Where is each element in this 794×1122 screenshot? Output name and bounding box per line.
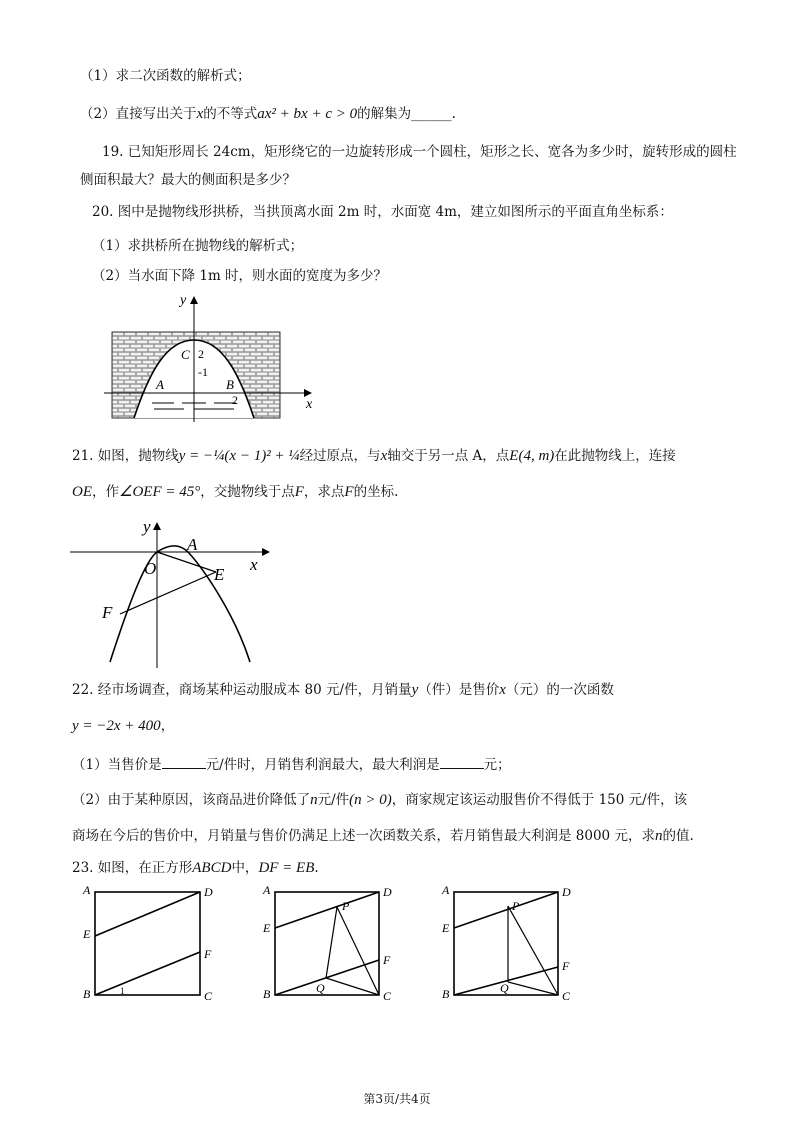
- q23-f3-label-P: P: [512, 899, 520, 913]
- q22-var-y: y: [411, 682, 419, 698]
- q18-sub1: （1）求二次函数的解析式；: [80, 68, 251, 84]
- q22-function-line: [72, 716, 174, 736]
- q20-label-A: A: [156, 377, 164, 392]
- q23-f3-label-C: C: [562, 989, 571, 1003]
- q20-stem: 20. 图中是抛物线形拱桥，当拱顶离水面 2m 时，水面宽 4m，建立如图所示的平面直角坐标系：: [92, 204, 673, 220]
- q21-l2-b: ，作: [92, 484, 119, 500]
- q21-F2: F: [344, 484, 354, 500]
- q20-y-arrow-icon: [190, 296, 198, 304]
- q21-mid2: 轴交于另一点 A，点: [387, 448, 510, 464]
- q22-condition: (n > 0): [349, 792, 392, 808]
- q20-sub1: （1）求拱桥所在抛物线的解析式；: [92, 238, 304, 254]
- q22-l1-b: （件）是售价: [418, 682, 500, 698]
- q23-f1-label-C: C: [204, 989, 213, 1003]
- q22-var-x: x: [499, 682, 506, 698]
- q22-sub2-b: 元/件: [317, 792, 350, 808]
- q21-angle: ∠OEF = 45°: [119, 484, 201, 500]
- q21-segment-OE: [157, 552, 216, 572]
- q22-l1-a: 22. 经市场调查，商场某种运动服成本 80 元/件，月销量: [72, 682, 412, 698]
- q23-f3-square: [454, 892, 558, 995]
- q23-f2-label-P: P: [342, 899, 350, 913]
- q22-sub2-l2-a: 商场在今后的售价中，月销量与售价仍满足上述一次函数关系，若月销售最大利润是 8000 元，求: [72, 828, 655, 844]
- q22-function-tail: ，: [160, 718, 175, 734]
- q23-f3-label-D: D: [562, 885, 571, 899]
- q23-f2-label-B: B: [263, 987, 271, 1001]
- q23-mid: 中，: [231, 860, 259, 876]
- q21-label-x: x: [250, 555, 258, 574]
- q21-F: F: [294, 484, 304, 500]
- q18-sub2-post: 的解集为______.: [357, 106, 456, 122]
- q23-post: .: [314, 860, 319, 876]
- q23-f3-label-B: B: [442, 987, 450, 1001]
- q22-sub2-l2-b: 的值.: [662, 828, 694, 844]
- q23-f1-segment-BF: [95, 952, 200, 995]
- q23-f3-label-E: E: [442, 921, 450, 935]
- q22-sub1-b: 元/件时，月销售利润最大，最大利润是: [205, 757, 440, 773]
- q20-label-2-bottom: 2: [232, 393, 238, 407]
- q20-x-arrow-icon: [304, 389, 312, 397]
- q21-OE: OE: [72, 484, 92, 500]
- q21-y-arrow-icon: [153, 522, 161, 530]
- q21-parabola: [110, 546, 250, 662]
- q22-sub1-c: 元；: [483, 757, 511, 773]
- q20-label-B: B: [226, 377, 234, 392]
- q23-figure-1: [80, 880, 220, 1006]
- q20-tick-neg1: -1: [198, 365, 208, 379]
- q21-point-E: E(4, m): [509, 448, 555, 464]
- q22-blank-price[interactable]: [162, 754, 206, 769]
- q23-pre: 23. 如图，在正方形: [72, 860, 193, 876]
- q21-line2: [72, 482, 398, 502]
- q23-f2-square: [275, 892, 379, 995]
- q20-bridge-figure: [94, 288, 326, 424]
- q23-f1-square: [95, 892, 200, 995]
- q23-f3-segment-QC: [508, 982, 558, 995]
- q22-var-n: n: [310, 792, 318, 808]
- q21-label-F: F: [102, 603, 113, 622]
- q23-f1-segment-ED: [95, 892, 200, 936]
- q18-var-x: x: [196, 106, 204, 122]
- q20-sub2: （2）当水面下降 1m 时，则水面的宽度为多少？: [92, 268, 388, 284]
- q23-f3-label-Q: Q: [500, 981, 509, 995]
- q22-l1-c: （元）的一次函数: [505, 682, 614, 698]
- q19-line1: 19. 已知矩形周长 24cm，矩形绕它的一边旋转形成一个圆柱，矩形之长、宽各为多少时，旋转形成的圆柱: [102, 144, 737, 160]
- q23-f2-label-Q: Q: [316, 981, 325, 995]
- q23-f1-label-A: A: [83, 883, 91, 897]
- q22-sub2-line2: [72, 826, 694, 846]
- q23-f1-label-B: B: [83, 987, 91, 1001]
- q23-f2-segment-PQ: [326, 907, 337, 978]
- q21-line1: [72, 446, 676, 466]
- q18-sub2-pre: （2）直接写出关于: [80, 106, 197, 122]
- q22-sub1: [72, 754, 511, 775]
- q21-pre: 21. 如图，抛物线: [72, 448, 179, 464]
- q22-var-n2: n: [654, 828, 663, 844]
- q21-x-arrow-icon: [262, 548, 270, 556]
- q23-f2-label-E: E: [263, 921, 271, 935]
- q23-f1-angle-1: 1: [120, 986, 125, 996]
- q21-l2-e: 的坐标.: [353, 484, 399, 500]
- q21-var-x: x: [380, 448, 388, 464]
- q23-f2-label-F: F: [383, 953, 391, 967]
- q23-figure-2: [258, 880, 398, 1006]
- q23-f2-segment-ED: [275, 892, 379, 928]
- q20-label-x: x: [306, 397, 313, 412]
- q21-post: 在此抛物线上，连接: [554, 448, 676, 464]
- q23-f2-segment-QC: [326, 978, 379, 995]
- q20-label-y: y: [180, 293, 187, 308]
- page-footer: 第3页/共4页: [363, 1092, 431, 1106]
- q21-l2-c: ，交抛物线于点: [200, 484, 295, 500]
- q23-f3-label-F: F: [562, 959, 570, 973]
- q22-line1: [72, 680, 614, 700]
- q22-sub2-line1: [72, 790, 687, 810]
- q21-function: y = −¼(x − 1)² + ¼: [178, 448, 300, 464]
- q21-mid1: 经过原点，与: [299, 448, 381, 464]
- q22-sub1-a: （1）当售价是: [72, 757, 162, 773]
- q23-f3-segment-PC: [508, 906, 558, 995]
- q23-f3-segment-ED: [454, 892, 558, 928]
- q23-f1-label-D: D: [204, 885, 213, 899]
- q23-f2-segment-PC: [337, 907, 379, 995]
- q23-f2-label-A: A: [263, 883, 271, 897]
- q18-sub2: [80, 104, 456, 124]
- q22-sub2-c: ，商家规定该运动服售价不得低于 150 元/件，该: [391, 792, 688, 808]
- q21-label-A: A: [187, 535, 198, 554]
- q23-f2-label-D: D: [383, 885, 392, 899]
- q18-inequality: ax² + bx + c > 0: [257, 106, 358, 122]
- q20-tick-2: 2: [198, 347, 204, 361]
- q22-blank-profit[interactable]: [440, 754, 484, 769]
- q23-stem: [72, 858, 319, 878]
- q23-f2-label-C: C: [383, 989, 392, 1003]
- q20-label-C: C: [181, 347, 190, 362]
- q23-f1-label-F: F: [204, 947, 212, 961]
- q23-figure-3: [436, 880, 586, 1006]
- q23-f1-label-E: E: [83, 927, 91, 941]
- q21-label-E: E: [214, 565, 225, 584]
- q22-function: y = −2x + 400: [72, 718, 161, 734]
- q23-condition: DF = EB: [258, 860, 315, 876]
- q19-line2: 侧面积最大？最大的侧面积是多少？: [80, 172, 296, 188]
- q18-sub2-mid: 的不等式: [203, 106, 258, 122]
- q23-square-name: ABCD: [192, 860, 232, 876]
- q21-label-y: y: [143, 517, 151, 536]
- q21-label-O: O: [144, 559, 157, 578]
- q23-f3-label-A: A: [442, 883, 450, 897]
- q22-sub2-a: （2）由于某种原因，该商品进价降低了: [72, 792, 311, 808]
- q21-l2-d: ，求点: [303, 484, 345, 500]
- q21-parabola-figure: [66, 512, 276, 672]
